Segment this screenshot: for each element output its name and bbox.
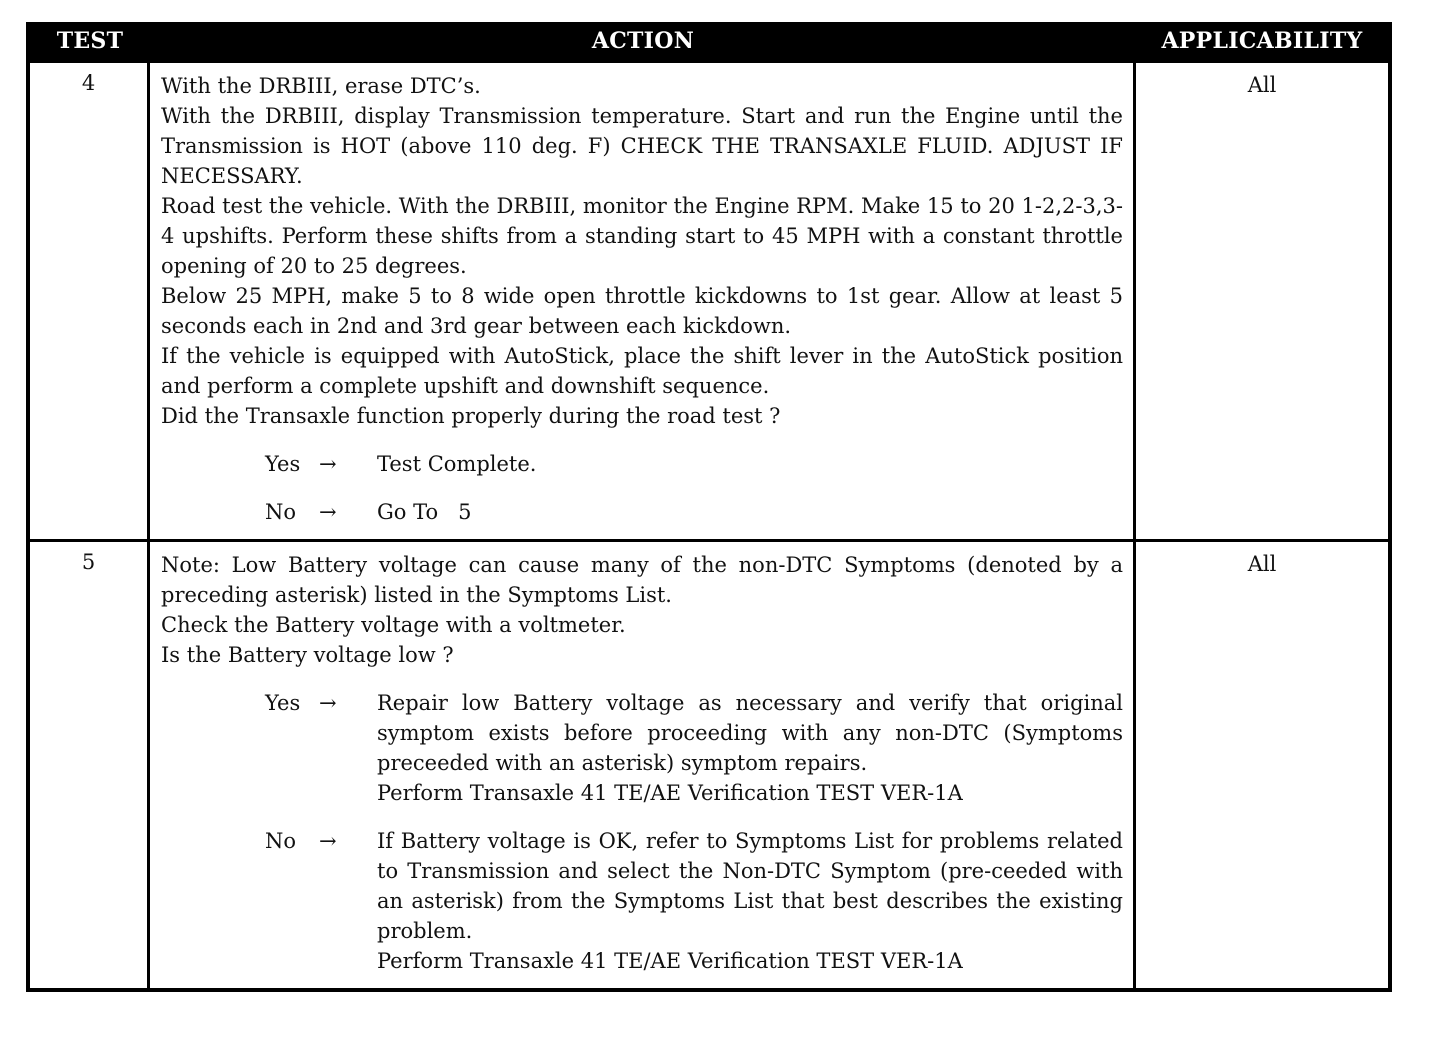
action-paragraph: If the vehicle is equipped with AutoStick, place the shift lever in the AutoStick position and perform a complete upshift and downshift sequence.: [161, 344, 1123, 398]
yes-label: Yes: [265, 691, 301, 715]
no-label: No: [265, 500, 297, 524]
action-paragraph: Road test the vehicle. With the DRBIII, monitor the Engine RPM. Make 15 to 20 1-2,2-3,3-4 upshifts. Perform these shifts from a standing start to 45 MPH with a constant throttle opening of 20 to 25 degrees.: [161, 194, 1123, 278]
result-line: Go To 5: [377, 500, 472, 524]
result-line: Perform Transaxle 41 TE/AE Verification TEST VER-1A: [377, 781, 963, 805]
action-paragraph: With the DRBIII, display Transmission temperature. Start and run the Engine until the Transmission is HOT (above 110 deg. F) CHECK THE TRANSAXLE FLUID. ADJUST IF NECESSARY.: [161, 104, 1123, 188]
diagnostic-test-table: [26, 22, 1392, 992]
result-line: Perform Transaxle 41 TE/AE Verification TEST VER-1A: [377, 949, 963, 973]
action-cell: [150, 542, 1136, 988]
test-number: 4: [30, 63, 150, 539]
arrow-icon: →: [319, 829, 337, 853]
table-row: [30, 539, 1388, 988]
result-line: Repair low Battery voltage as necessary and verify that original symptom exists before proceeding with any non-DTC (Symptoms preceeded with an asterisk) symptom repairs.: [377, 691, 1123, 775]
no-label: No: [265, 829, 297, 853]
action-paragraph: Note: Low Battery voltage can cause many of the non-DTC Symptoms (denoted by a preceding asterisk) listed in the Symptoms List.: [161, 553, 1123, 607]
header-action: ACTION: [591, 28, 695, 54]
arrow-icon: →: [319, 500, 337, 524]
action-paragraph: With the DRBIII, erase DTC’s.: [161, 74, 481, 98]
yes-answer: [161, 688, 1123, 808]
no-answer: [161, 497, 1123, 527]
applicability-cell: All: [1247, 552, 1277, 576]
table-header: [30, 22, 1388, 60]
result-line: Test Complete.: [377, 452, 537, 476]
no-answer: [161, 826, 1123, 976]
action-paragraph: Below 25 MPH, make 5 to 8 wide open throttle kickdowns to 1st gear. Allow at least 5 seconds each in 2nd and 3rd gear between each kickdown.: [161, 284, 1123, 338]
arrow-icon: →: [319, 452, 337, 476]
yes-answer: [161, 449, 1123, 479]
question: Did the Transaxle function properly during the road test ?: [161, 404, 781, 428]
applicability-cell: All: [1247, 73, 1277, 97]
action-cell: [150, 63, 1136, 539]
yes-result: [377, 688, 1123, 808]
test-number: 5: [30, 542, 150, 988]
header-applicability: APPLICABILITY: [1161, 28, 1363, 54]
yes-label: Yes: [265, 452, 301, 476]
arrow-icon: →: [319, 691, 337, 715]
header-test: TEST: [56, 28, 124, 54]
question: Is the Battery voltage low ?: [161, 643, 454, 667]
result-line: If Battery voltage is OK, refer to Symptoms List for problems related to Transmission and select the Non-DTC Symptom (pre-ceeded with an asterisk) from the Symptoms List that best describes the existing problem.: [377, 829, 1123, 943]
action-paragraph: Check the Battery voltage with a voltmeter.: [161, 613, 626, 637]
table-row: [30, 60, 1388, 539]
no-result: [377, 826, 1123, 976]
no-result: [377, 497, 1123, 527]
yes-result: [377, 449, 1123, 479]
